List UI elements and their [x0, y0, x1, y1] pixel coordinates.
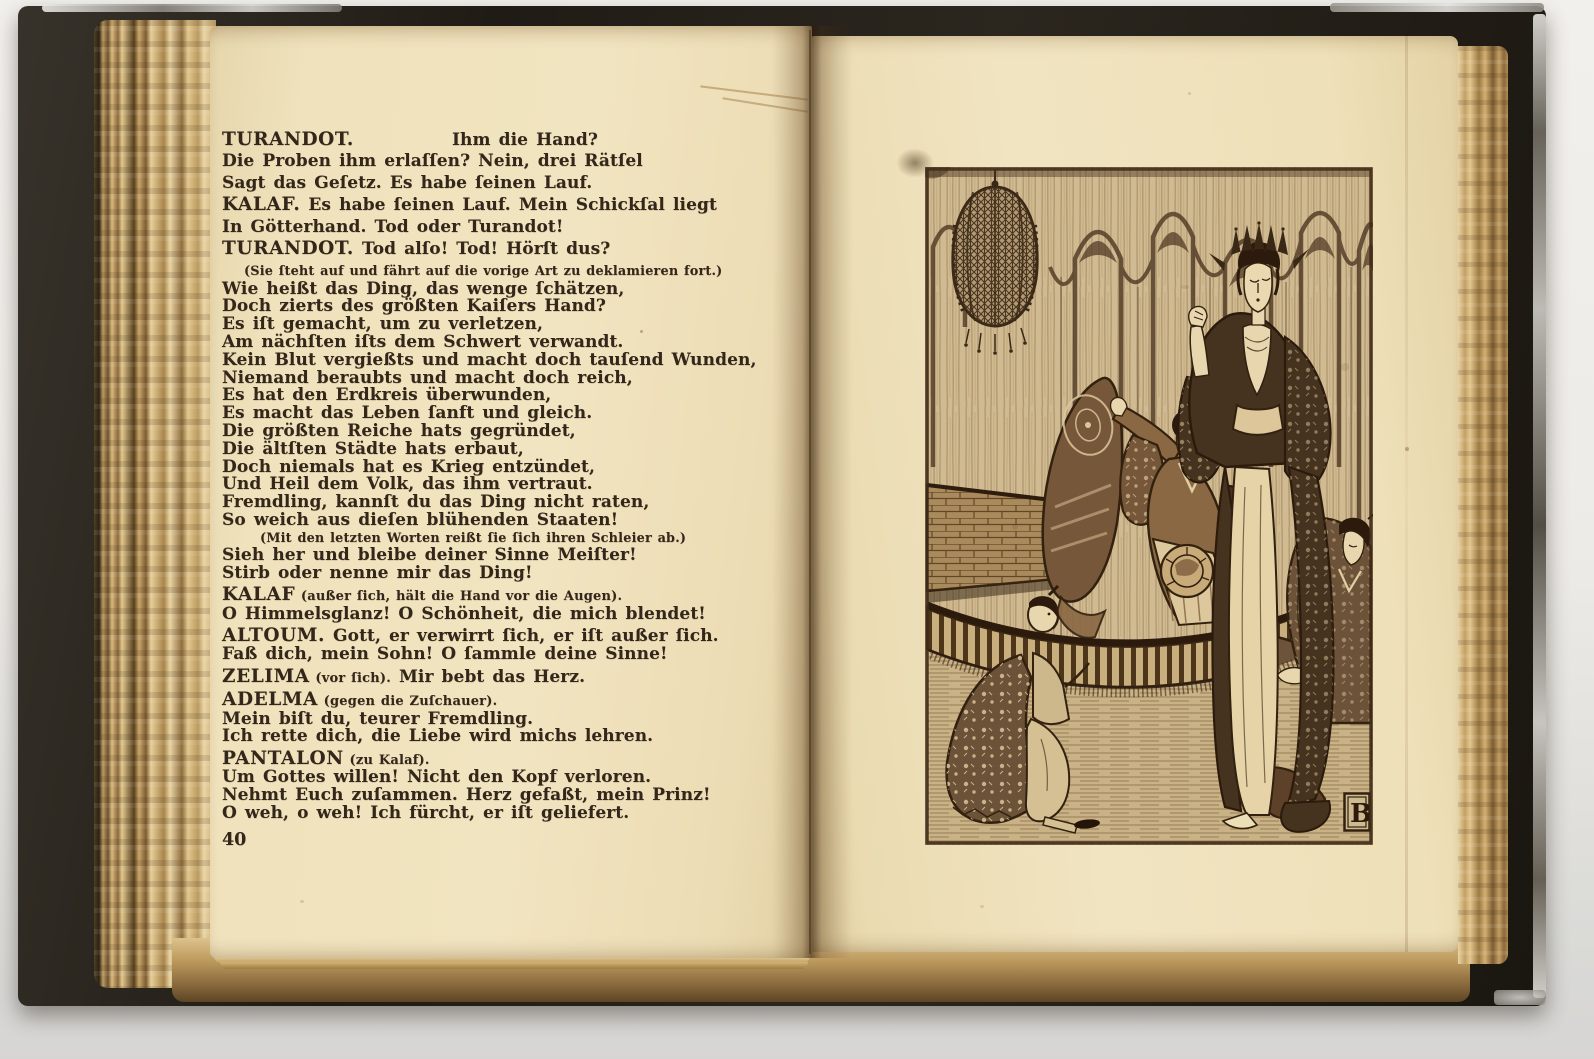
speaker-name: KALAF — [222, 584, 296, 606]
verse-line — [222, 216, 788, 237]
line-text: Um Gottes willen! Nicht den Kopf verloren. — [222, 767, 652, 788]
verse-line — [222, 565, 788, 583]
line-text: Am nächſten iſts dem Schwert verwandt. — [222, 331, 624, 352]
line-text: Wie heißt das Ding, das wenge ſchätzen, — [222, 278, 625, 299]
line-text: Sagt das Geſetz. Es habe ſeinen Lauf. — [222, 172, 593, 193]
verse-line — [222, 153, 788, 171]
inline-stage-direction: (gegen die Zuſchauer). — [317, 693, 498, 709]
line-text: In Götterhand. Tod oder Turandot! — [222, 216, 564, 237]
verse-line — [222, 606, 788, 624]
paper-speck — [980, 905, 984, 908]
line-text: Tod alſo! Tod! Hörſt dus? — [353, 239, 611, 260]
speaker-name: TURANDOT. — [222, 128, 354, 150]
line-text: Doch zierts des größten Kaiſers Hand? — [222, 296, 606, 317]
inline-stage-direction: (außer ſich, hält die Hand vor die Augen). — [295, 589, 623, 605]
line-text: Stirb oder nenne mir das Ding! — [222, 563, 533, 584]
dialogue-line-turandot — [222, 240, 788, 259]
inline-stage-direction: (vor ſich). — [309, 670, 391, 686]
cover-glint — [1533, 14, 1546, 998]
artist-monogram-letter: B — [1350, 799, 1372, 829]
line-text: Fremdling, kannſt du das Ding nicht raten, — [222, 492, 650, 513]
line-text: Die ältſten Städte hats erbaut, — [222, 438, 524, 459]
line-text: Ihm die Hand? — [452, 130, 598, 150]
speaker-name: ZELIMA — [222, 665, 310, 687]
page-edges-right — [1458, 46, 1508, 964]
line-text: Mein biſt du, teurer Fremdling. — [222, 708, 534, 729]
speaker-name: ADELMA — [222, 688, 318, 710]
line-text: Kein Blut vergießts und macht doch tauſend Wunden, — [222, 349, 757, 370]
play-text-block — [222, 127, 788, 823]
verse-line — [222, 172, 788, 193]
line-text: Doch niemals hat es Krieg entzündet, — [222, 456, 596, 477]
verse-line — [222, 509, 788, 530]
speaker-name: TURANDOT. — [222, 238, 354, 260]
paper-speck — [300, 900, 304, 903]
line-text: Die größten Reiche hats gegründet, — [222, 420, 576, 441]
line-text: (Mit den letzten Worten reißt ſie ſich ihren Schleier ab.) — [260, 530, 687, 546]
cover-glint — [42, 4, 342, 12]
line-text: O Himmelsglanz! O Schönheit, die mich blendet! — [222, 604, 706, 625]
line-text: (Sie ſteht auf und fährt auf die vorige Art zu deklamieren fort.) — [244, 264, 723, 280]
line-text: Ich rette dich, die Liebe wird michs lehren. — [222, 726, 654, 747]
paper-speck — [1405, 447, 1409, 451]
page-edges-left — [94, 20, 216, 988]
dialogue-line-zelima — [222, 665, 788, 688]
page-number: 40 — [222, 830, 247, 850]
line-text: Es iſt gemacht, um zu verletzen, — [222, 314, 544, 335]
line-text: Mir bebt das Herz. — [390, 666, 586, 687]
line-text: Niemand beraubts und macht doch reich, — [222, 367, 633, 388]
line-text: O weh, o weh! Ich fürcht, er iſt geliefert. — [222, 803, 630, 824]
sheet-edge — [220, 962, 808, 969]
dialogue-line-turandot — [222, 128, 788, 150]
cover-glint — [1330, 3, 1544, 12]
speaker-name: KALAF. — [222, 194, 301, 216]
line-text: Faß dich, mein Sohn! O ſammle deine Sinne! — [222, 644, 668, 665]
inline-stage-direction: (zu Kalaf). — [343, 752, 430, 768]
line-text: Es habe ſeinen Lauf. Mein Schickſal liegt — [300, 195, 717, 216]
cover-glint — [1494, 990, 1546, 1005]
speaker-name: PANTALON — [222, 747, 344, 769]
gutter-line — [809, 30, 811, 954]
plate-border-top — [927, 169, 1371, 177]
line-text: Und Heil dem Volk, das ihm vertraut. — [222, 474, 593, 495]
verse-line — [222, 728, 788, 746]
dialogue-line-kalaf — [222, 196, 788, 215]
line-text: Es macht das Leben ſanft und gleich. — [222, 403, 593, 424]
line-text: Gott, er verwirrt ſich, er iſt außer ſich. — [325, 626, 719, 647]
line-text: Nehmt Euch zuſammen. Herz gefaßt, mein Prinz! — [222, 785, 711, 806]
paper-speck — [1188, 92, 1191, 95]
speaker-name: ALTOUM. — [222, 625, 325, 647]
line-text: So weich aus dieſen blühenden Staaten! — [222, 509, 619, 530]
verse-line — [222, 805, 788, 823]
artist-monogram — [1345, 794, 1372, 831]
line-text: Sieh her und bleibe deiner Sinne Meiſter! — [222, 545, 637, 566]
turandot-etching — [925, 167, 1373, 845]
line-text: Es hat den Erdkreis überwunden, — [222, 385, 552, 406]
line-text: Die Proben ihm erlaſſen? Nein, drei Rätſel — [222, 151, 643, 172]
verse-line — [222, 646, 788, 664]
